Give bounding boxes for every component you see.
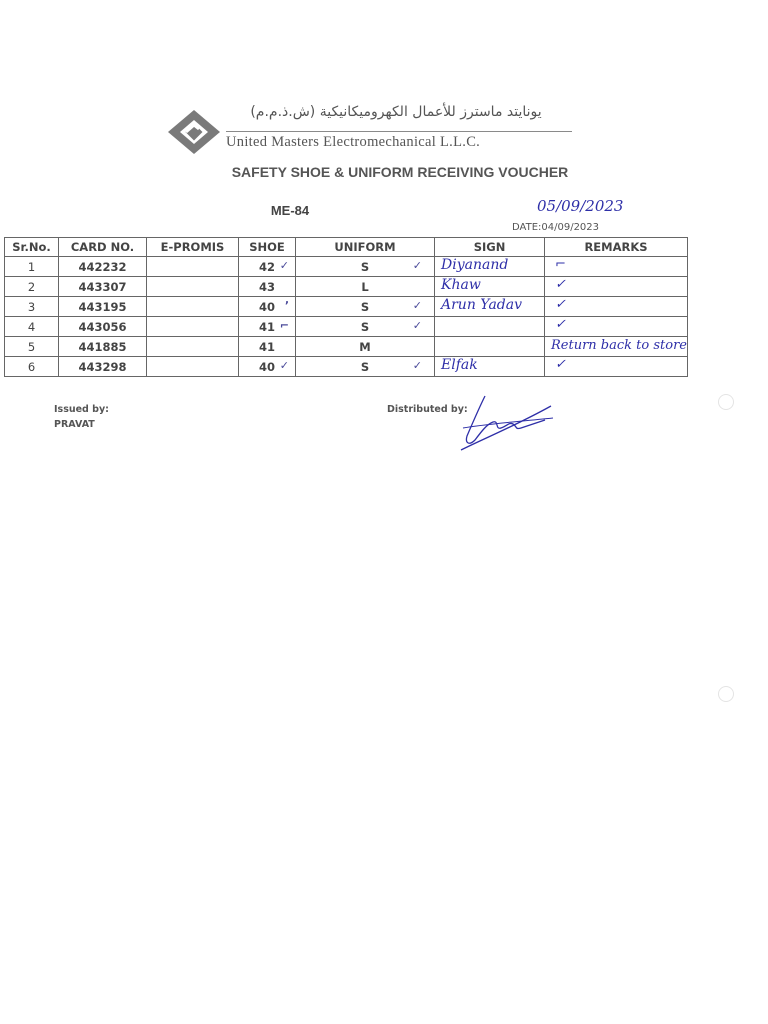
cell-sr: 6: [5, 357, 59, 377]
check-icon: ʼ: [284, 299, 289, 312]
col-header-sign: SIGN: [435, 238, 545, 257]
document-code: ME-84: [270, 203, 310, 218]
company-logo-icon: [166, 108, 222, 156]
cell-epromis: [147, 297, 239, 317]
check-icon: ⌐: [279, 319, 289, 332]
cell-epromis: [147, 337, 239, 357]
scan-mark: [718, 686, 734, 702]
table-row: [5, 257, 688, 277]
cell-remarks: [545, 357, 688, 377]
distributed-by-label: Distributed by:: [387, 404, 468, 415]
cell-epromis: [147, 357, 239, 377]
voucher-title: SAFETY SHOE & UNIFORM RECEIVING VOUCHER: [231, 164, 569, 180]
col-header-card: CARD NO.: [59, 238, 147, 257]
uniform-size: S: [360, 299, 370, 314]
cell-shoe: [239, 297, 296, 317]
company-name-arabic: يونايتد ماسترز للأعمال الكهروميكانيكية (ش.ذ.م.م): [250, 104, 542, 120]
table-row: [5, 357, 688, 377]
cell-card: 443298: [59, 357, 147, 377]
uniform-size: S: [360, 259, 370, 274]
cell-shoe: [239, 317, 296, 337]
cell-uniform: [296, 357, 435, 377]
cell-sign: [435, 257, 545, 277]
cell-shoe: [239, 277, 296, 297]
shoe-size: 41: [258, 339, 275, 354]
check-icon: ✓: [412, 299, 422, 312]
check-icon: ✓: [555, 357, 566, 372]
col-header-sr: Sr.No.: [5, 238, 59, 257]
cell-remarks: [545, 297, 688, 317]
cell-card: 441885: [59, 337, 147, 357]
check-icon: ✓: [555, 297, 566, 312]
check-icon: ✓: [279, 259, 289, 272]
cell-sign: [435, 317, 545, 337]
cell-sr: 1: [5, 257, 59, 277]
cell-shoe: [239, 357, 296, 377]
col-header-remarks: REMARKS: [545, 238, 688, 257]
check-icon: ✓: [412, 359, 422, 372]
table-row: [5, 317, 688, 337]
shoe-size: 41: [258, 319, 275, 334]
cell-sign: [435, 277, 545, 297]
table-row: [5, 297, 688, 317]
cell-epromis: [147, 257, 239, 277]
shoe-size: 40: [258, 299, 275, 314]
remark: Return back to store: [551, 338, 687, 353]
check-icon: ✓: [279, 359, 289, 372]
signature: Arun Yadav: [441, 297, 523, 313]
check-icon: ⌐: [555, 257, 566, 272]
check-icon: ✓: [412, 259, 422, 272]
table-header-row: [5, 238, 688, 257]
cell-remarks: [545, 277, 688, 297]
col-header-uniform: UNIFORM: [296, 238, 435, 257]
cell-uniform: [296, 277, 435, 297]
shoe-size: 42: [258, 259, 275, 274]
uniform-size: S: [360, 319, 370, 334]
check-icon: ✓: [555, 277, 566, 292]
cell-card: 443056: [59, 317, 147, 337]
cell-remarks: [545, 257, 688, 277]
check-icon: ✓: [412, 319, 422, 332]
uniform-size: M: [359, 339, 371, 354]
cell-remarks: [545, 317, 688, 337]
check-icon: ✓: [555, 317, 566, 332]
cell-card: 442232: [59, 257, 147, 277]
cell-sr: 5: [5, 337, 59, 357]
cell-shoe: [239, 257, 296, 277]
distributor-signature-icon: [455, 388, 555, 458]
cell-sr: 2: [5, 277, 59, 297]
uniform-size: S: [360, 359, 370, 374]
issued-by-label: Issued by:: [54, 404, 109, 415]
cell-uniform: [296, 257, 435, 277]
col-header-shoe: SHOE: [239, 238, 296, 257]
cell-uniform: [296, 337, 435, 357]
cell-remarks: [545, 337, 688, 357]
cell-uniform: [296, 297, 435, 317]
shoe-size: 43: [258, 279, 275, 294]
company-name-english: United Masters Electromechanical L.L.C.: [226, 131, 572, 151]
printed-date: DATE:04/09/2023: [512, 222, 600, 233]
cell-sign: [435, 297, 545, 317]
handwritten-date: 05/09/2023: [537, 197, 624, 215]
issued-by-name: PRAVAT: [54, 419, 95, 430]
cell-sign: [435, 357, 545, 377]
uniform-size: L: [361, 279, 369, 294]
cell-sr: 4: [5, 317, 59, 337]
voucher-table: [4, 237, 688, 377]
cell-epromis: [147, 317, 239, 337]
cell-card: 443307: [59, 277, 147, 297]
table-row: [5, 277, 688, 297]
cell-card: 443195: [59, 297, 147, 317]
cell-epromis: [147, 277, 239, 297]
signature: Diyanand: [441, 257, 509, 273]
col-header-epromis: E-PROMIS: [147, 238, 239, 257]
cell-uniform: [296, 317, 435, 337]
cell-shoe: [239, 337, 296, 357]
scan-mark: [718, 394, 734, 410]
shoe-size: 40: [258, 359, 275, 374]
table-row: [5, 337, 688, 357]
signature: Elfak: [441, 357, 478, 373]
cell-sign: [435, 337, 545, 357]
cell-sr: 3: [5, 297, 59, 317]
signature: Khaw: [441, 277, 481, 293]
